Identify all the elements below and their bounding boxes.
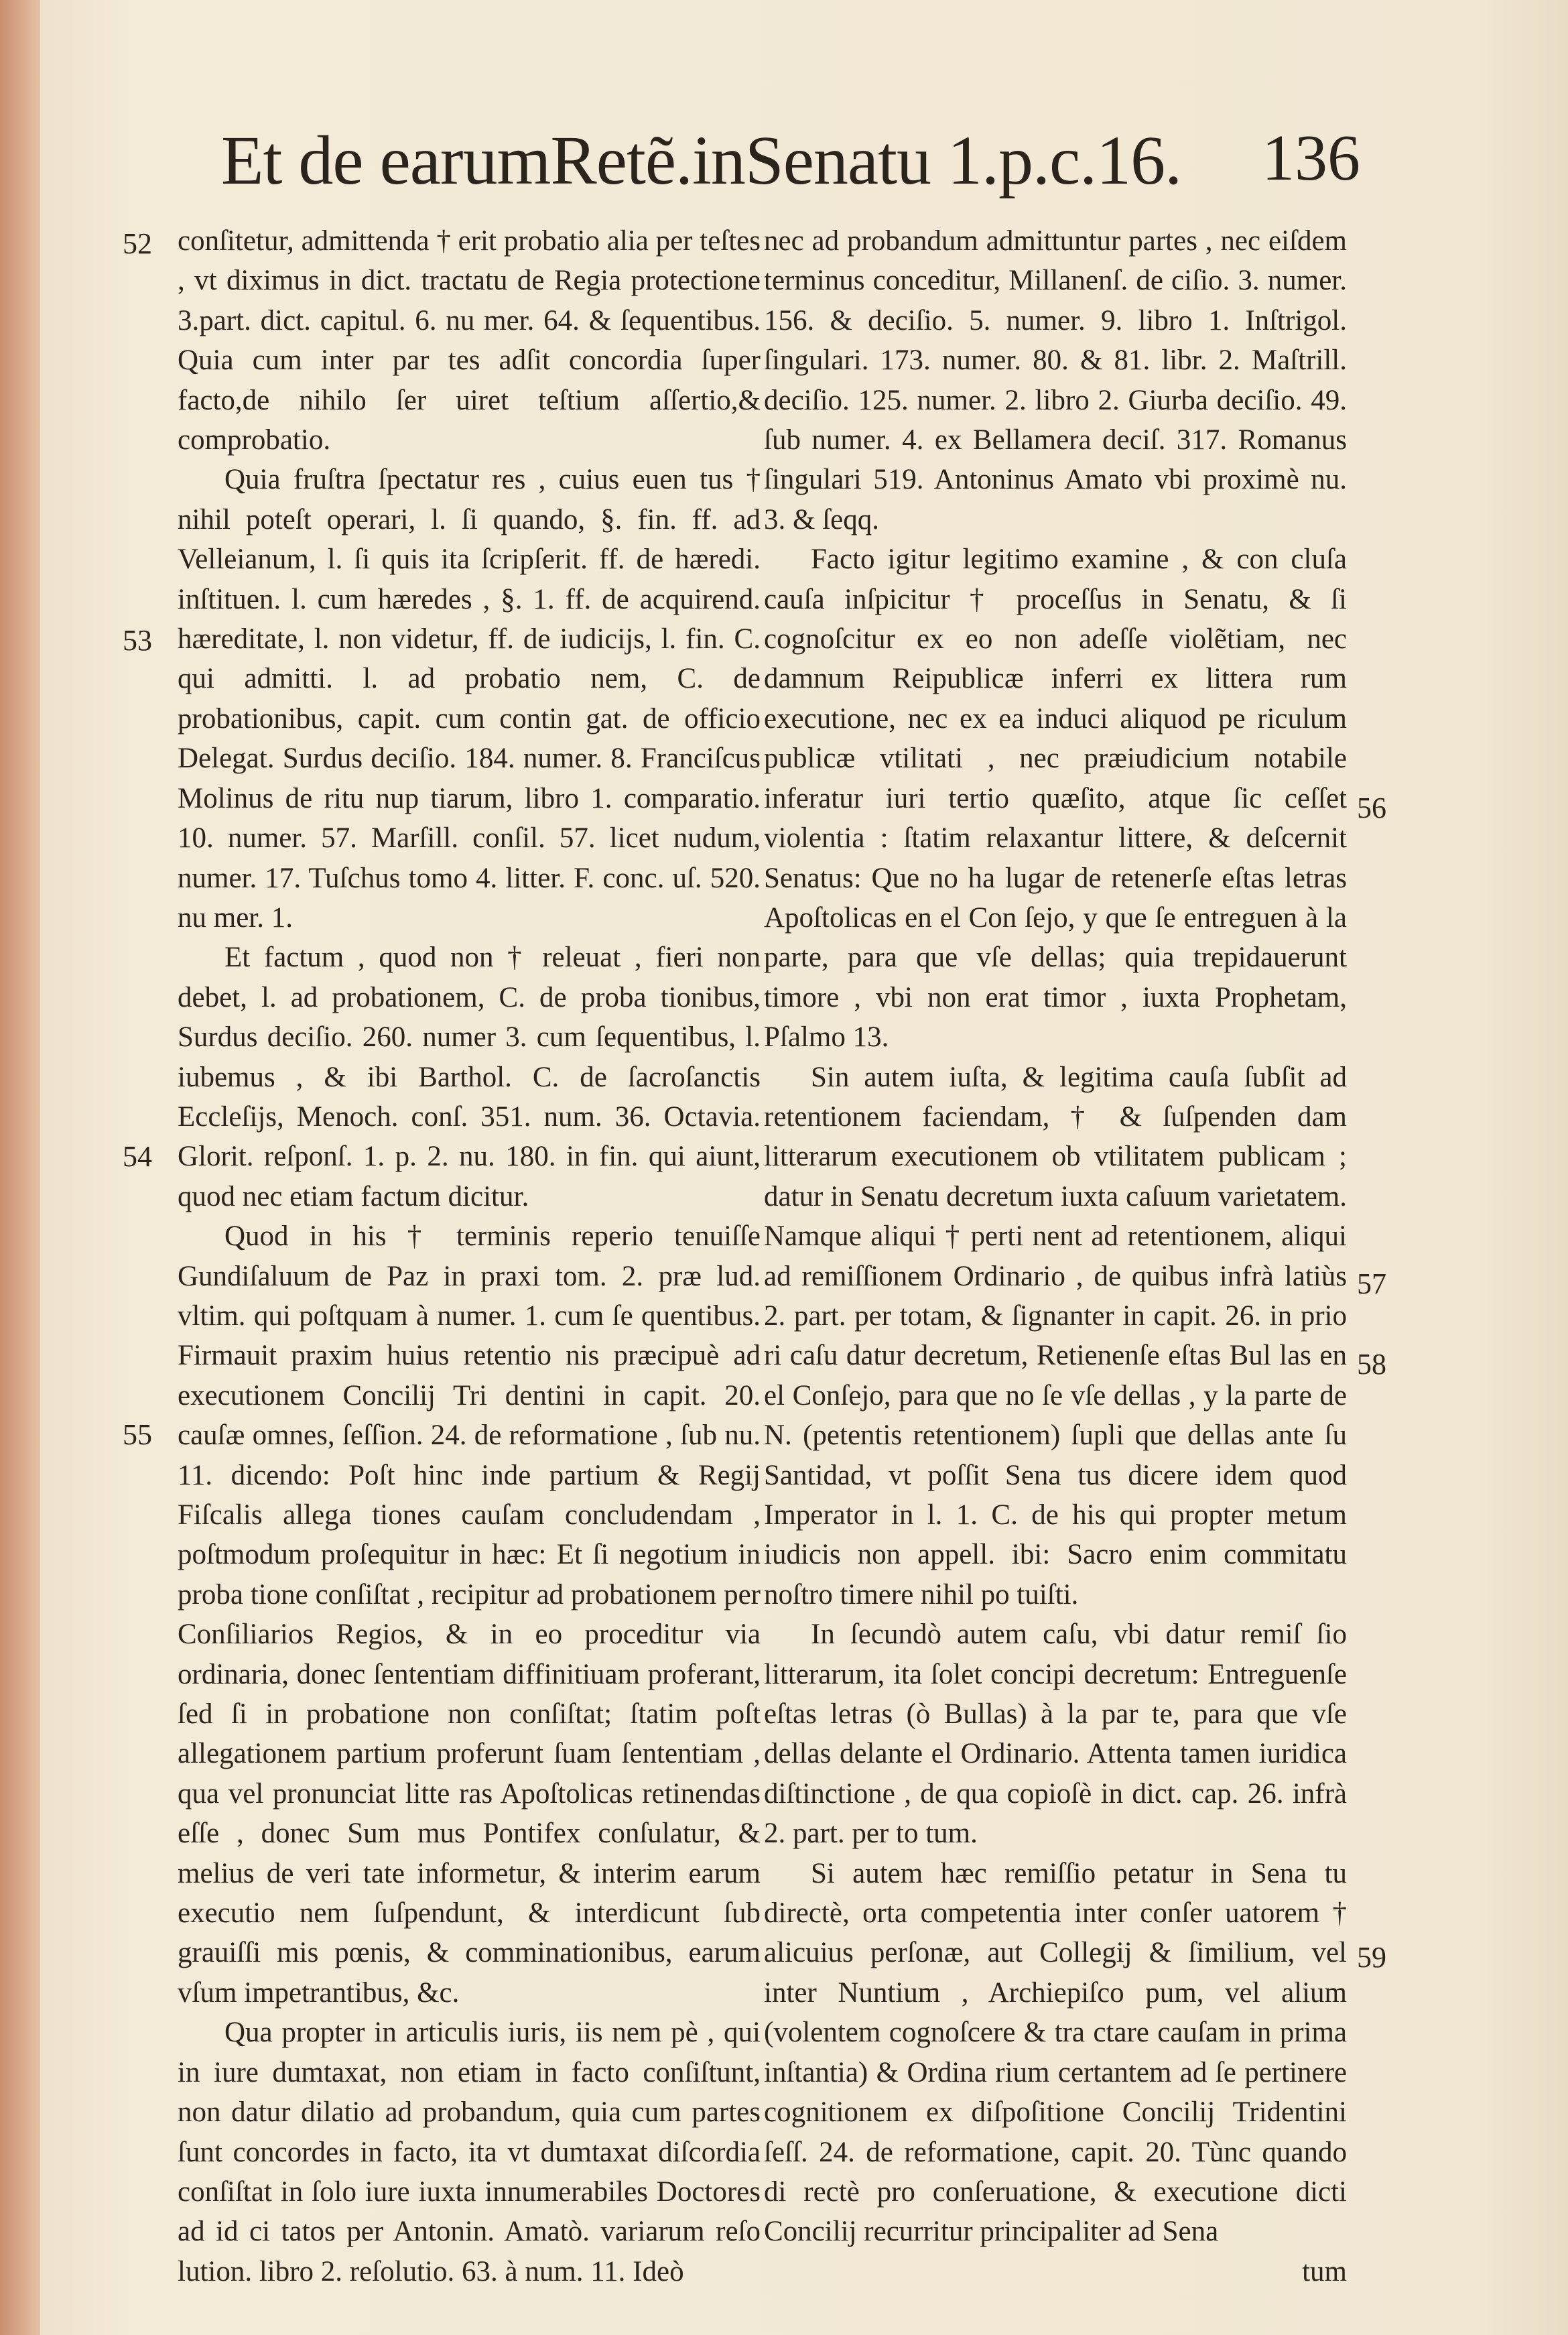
paragraph: Quod in his † terminis reperio tenuiſſe Gundiſaluum de Paz in praxi tom. 2. præ lud. vltim. qui poſtquam à numer. 1. cum ſe quentibus. Firmauit praxim huius retentio nis præcipuè ad executionem Concilij Tri dentini in capit. 20. cauſæ omnes, ſeſſion. 24. de reformatione , ſub nu. 11. dicendo: Poſt hinc inde partium & Regij Fiſcalis allega tiones cauſam concludendam , poſtmodum proſequitur in hæc: Et ſi negotium in proba tione conſiſtat , recipitur ad probationem per Conſiliarios Regios, & in eo proceditur via ordinaria, donec ſententiam diffinitiuam proferant, ſed ſi in probatione non conſiſtat; ſtatim poſt allegationem partium proferunt ſuam ſententiam , qua vel pronunciat litte ras Apoſtolicas retinendas eſſe , donec Sum mus Pontifex conſulatur, & melius de veri tate informetur, & interim earum executio nem ſuſpendunt, & interdicunt ſub grauiſſi mis pœnis, & comminationibus, earum vſum impetrantibus, &c. <box>178 1220 761 2009</box>
left-column <box>178 221 761 2287</box>
margin-number: 57 <box>1357 1267 1386 1300</box>
paragraph: Et factum , quod non † releuat , fieri non debet, l. ad probationem, C. de proba tionibus, Surdus deciſio. 260. numer 3. cum ſequentibus, l. iubemus , & ibi Barthol. C. de ſacroſanctis Eccleſijs, Menoch. conſ. 351. num. 36. Octavia. Glorit. reſponſ. 1. p. 2. nu. 180. in fin. qui aiunt, quod nec etiam factum dicitur. <box>178 942 761 1212</box>
margin-number: 54 <box>123 1140 152 1173</box>
paragraph: Sin autem iuſta, & legitima cauſa ſubſit ad retentionem faciendam, † & ſuſpenden dam litterarum executionem ob vtilitatem publicam ; datur in Senatu decretum iuxta caſuum varietatem. Namque aliqui † perti nent ad retentionem, aliqui ad remiſſionem Ordinario , de quibus infrà latiùs 2. part. per totam, & ſignanter in capit. 26. in prio ri caſu datur decretum, Retienenſe eſtas Bul las en el Conſejo, para que no ſe vſe dellas , y la parte de N. (petentis retentionem) ſupli que dellas ante ſu Santidad, vt poſſit Sena tus dicere idem quod Imperator in l. 1. C. de his qui propter metum iudicis non appell. ibi: Sacro enim commitatu noſtro timere nihil po tuiſti. <box>764 1061 1347 1611</box>
paragraph: nec ad probandum admittuntur partes , nec eiſdem terminus conceditur, Millanenſ. de ciſio. 3. numer. 156. & deciſio. 5. numer. 9. libro 1. Inſtrigol. ſingulari. 173. numer. 80. & 81. libr. 2. Maſtrill. deciſio. 125. numer. 2. libro 2. Giurba deciſio. 49. ſub numer. 4. ex Bellamera deciſ. 317. Romanus ſingulari 519. Antoninus Amato vbi proximè nu. 3. & ſeqq. <box>764 225 1347 535</box>
margin-number: 59 <box>1357 1941 1386 1974</box>
page-number: 136 <box>1262 122 1360 194</box>
catchword: tum <box>1302 2255 1347 2287</box>
page-gutter <box>0 0 40 2335</box>
margin-number: 52 <box>123 227 152 260</box>
paragraph: Qua propter in articulis iuris, iis nem pè , qui in iure dumtaxat, non etiam in facto conſiſtunt, non datur dilatio ad probandum, quia cum partes ſunt concordes in facto, ita vt dumtaxat diſcordia conſiſtat in ſolo iure iuxta innumerabiles Doctores ad id ci tatos per Antonin. Amatò. variarum reſo lution. libro 2. reſolutio. 63. à num. 11. Ideò <box>178 2017 761 2287</box>
margin-number: 53 <box>123 624 152 657</box>
paragraph: Facto igitur legitimo examine , & con cluſa cauſa inſpicitur † proceſſus in Senatu, & ſi cognoſcitur ex eo non adeſſe violẽtiam, nec damnum Reipublicæ inferri ex littera rum executione, nec ex ea induci aliquod pe riculum publicæ vtilitati , nec præiudicium notabile inferatur iuri tertio quæſito, atque ſic ceſſet violentia : ſtatim relaxantur littere, & deſcernit Senatus: Que no ha lugar de retenerſe eſtas letras Apoſtolicas en el Con ſejo, y que ſe entreguen à la parte, para que vſe dellas; quia trepidauerunt timore , vbi non erat timor , iuxta Prophetam, Pſalmo 13. <box>764 544 1347 1054</box>
margin-number: 58 <box>1357 1348 1386 1381</box>
running-title: Et de earumRetẽ.inSenatu 1.p.c.16. <box>221 122 1182 199</box>
paragraph: Quia fruſtra ſpectatur res , cuius euen tus † nihil poteſt operari, l. ſi quando, §. fin. ff. ad Velleianum, l. ſi quis ita ſcripſerit. ff. de hæredi. inſtituen. l. cum hæredes , §. 1. ff. de acquirend. hæreditate, l. non videtur, ff. de iudicijs, l. fin. C. qui admitti. l. ad probatio nem, C. de probationibus, capit. cum contin gat. de officio Delegat. Surdus deciſio. 184. numer. 8. Franciſcus Molinus de ritu nup tiarum, libro 1. comparatio. 10. numer. 57. Marſill. conſil. 57. licet nudum, numer. 17. Tuſchus tomo 4. litter. F. conc. uſ. 520. nu mer. 1. <box>178 464 761 934</box>
margin-number: 56 <box>1357 792 1386 824</box>
paragraph: In ſecundò autem caſu, vbi datur remiſ ſio litterarum, ita ſolet concipi decretum: Entreguenſe eſtas letras (ò Bullas) à la par te, para que vſe dellas delante el Ordinario. Attenta tamen iuridica diſtinctione , de qua copioſè in dict. cap. 26. infrà 2. part. per to tum. <box>764 1619 1347 1850</box>
right-column <box>764 221 1347 2287</box>
paragraph: conſitetur, admittenda † erit probatio alia per teſtes , vt diximus in dict. tractatu de Regia protectione 3.part. dict. capitul. 6. nu mer. 64. & ſequentibus. Quia cum inter par tes adſit concordia ſuper facto,de nihilo ſer uiret teſtium aſſertio,& comprobatio. <box>178 225 761 456</box>
running-header <box>221 121 1360 208</box>
paragraph: Si autem hæc remiſſio petatur in Sena tu directè, orta competentia inter conſer uatorem † alicuius perſonæ, aut Collegij & ſimilium, vel inter Nuntium , Archiepiſco pum, vel alium (volentem cognoſcere & tra ctare cauſam in prima inſtantia) & Ordina rium certantem ad ſe pertinere cognitionem ex diſpoſitione Concilij Tridentini ſeſſ. 24. de reformatione, capit. 20. Tùnc quando di rectè pro conſeruatione, & executione dicti Concilij recurritur principaliter ad Sena <box>764 1857 1347 2248</box>
margin-number: 55 <box>123 1418 152 1451</box>
